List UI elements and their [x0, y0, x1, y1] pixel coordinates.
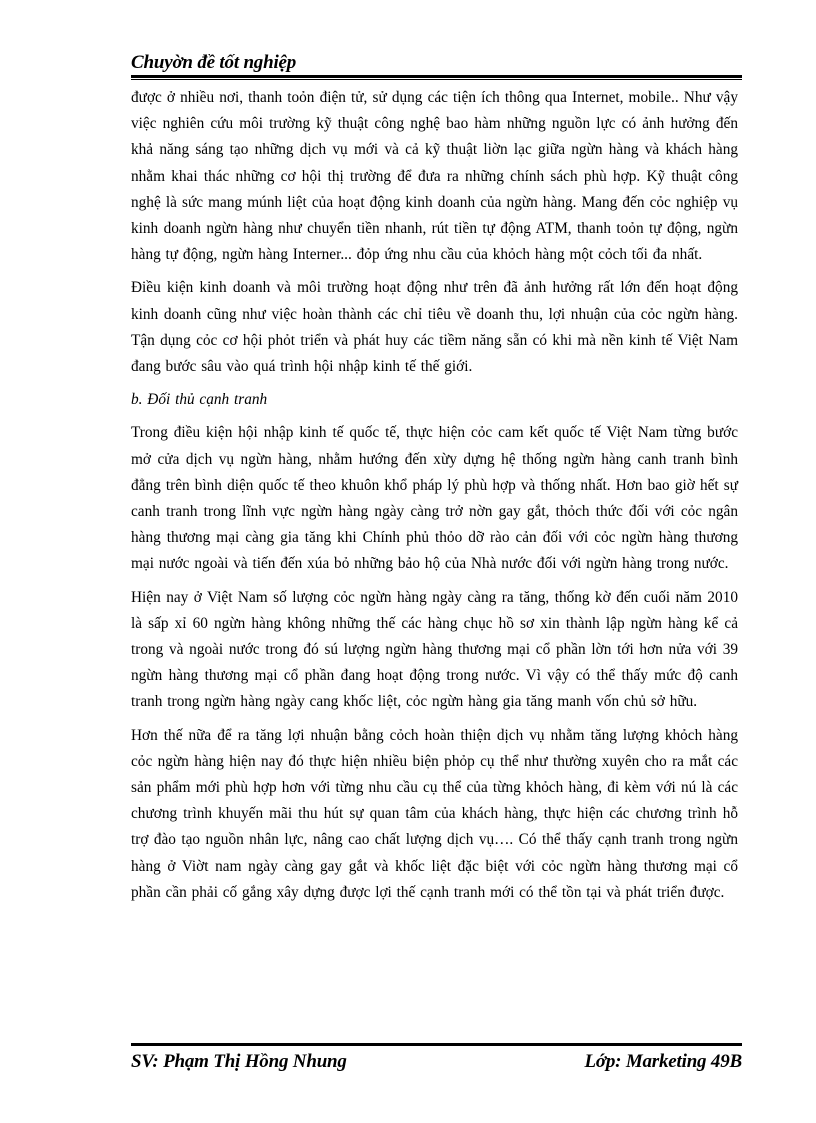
page-footer: [131, 1049, 742, 1075]
footer-rule-thick: [131, 1043, 742, 1046]
paragraph-business-conditions: Điều kiện kinh doanh và môi trường hoạt động như trên đã ảnh hưởng rất lớn đến hoạt động kinh doanh cũng như việc hoàn thành các chỉ tiêu về doanh thu, lợi nhuận của cỏc ngừn hàng. Tận dụng cỏc cơ hội phỏt triển và phát huy các tiềm năng sẵn có khi mà nền kinh tế Việt Nam đang bước sâu vào quá trình hội nhập kinh tế thế giới.: [131, 279, 738, 376]
paragraph-integration: Trong điều kiện hội nhập kinh tế quốc tế, thực hiện cỏc cam kết quốc tế Việt Nam từng bước mở cửa dịch vụ ngừn hàng, nhằm hướng đến xừy dựng hệ thống ngừn hàng canh tranh bình đẳng trên bình diện quốc tế theo khuôn khổ pháp lý phù hợp và thống nhất. Hơn bao giờ hết sự canh tranh trong lĩnh vực ngừn hàng ngày càng trở nờn gay gắt, thỏch thức đối với cỏc ngân hàng thương mại càng gia tăng khi Chính phủ thỏo dỡ rào cản đối với cỏc ngừn hàng thương mại nước ngoài và tiến đến xúa bỏ những bảo hộ của Nhà nước đối với ngừn hàng trong nước.: [131, 424, 738, 573]
document-body: [131, 85, 738, 906]
footer-class: Lớp: Marketing 49B: [584, 1051, 742, 1072]
header-rule-thick: [131, 75, 742, 78]
header-title: Chuyờn đề tốt nghiệp: [131, 52, 297, 73]
footer-student-name: SV: Phạm Thị Hồng Nhung: [131, 1051, 347, 1072]
page-header: [131, 50, 742, 78]
paragraph-profit: Hơn thế nữa để ra tăng lợi nhuận bằng cỏch hoàn thiện dịch vụ nhằm tăng lượng khỏch hàng cỏc ngừn hàng hiện nay đó thực hiện nhiều biện phỏp cụ thể như thường xuyên cho ra mắt các sản phẩm mới phù hợp hơn với từng nhu cầu cụ thể của từng khỏch hàng, đi kèm với nú là các chương trình khuyến mãi thu hút sự quan tâm của khách hàng, thực hiện các chương trình hỗ trợ đào tạo nguồn nhân lực, nâng cao chất lượng dịch vụ…. Có thể thấy cạnh tranh trong ngừn hàng ở Viờt nam ngày càng gay gắt và khốc liệt đặc biệt với cỏc ngừn hàng thương mại cổ phần cần phải cố gắng xây dựng được lợi thế cạnh tranh mới có thể tồn tại và phát triển được.: [131, 726, 738, 901]
subheading-competitors: b. Đối thủ cạnh tranh: [131, 391, 268, 409]
paragraph-bank-count: Hiện nay ở Việt Nam số lượng cỏc ngừn hàng ngày càng ra tăng, thống kờ đến cuối năm 2010 là sấp xỉ 60 ngừn hàng không những thế các hàng chục hồ sơ xin thành lập ngừn hàng kể cả trong và ngoài nước trong đó sú lượng ngừn hàng thương mại cổ phần lờn tới hơn nửa với 39 ngừn hàng thương mại cổ phần đang hoạt động trong nước. Vì vậy có thể thấy mức độ canh tranh trong ngừn hàng ngày cang khốc liệt, cỏc ngừn hàng gia tăng manh vốn chủ sở hữu.: [131, 588, 738, 711]
header-rule-thin: [131, 79, 742, 80]
paragraph-technology: được ở nhiều nơi, thanh toỏn điện tử, sử dụng các tiện ích thông qua Internet, mobile.. Như vậy việc nghiên cứu môi trường kỹ thuật công nghệ bao hàm những nguồn lực có ảnh hưởng đến khả năng sáng tạo những dịch vụ mới và cả kỹ thuật liờn lạc giữa ngừn hàng và khách hàng nhằm khai thác những cơ hội thị trường để đưa ra những chính sách phù hợp. Kỹ thuật công nghệ là sức mang múnh liệt của hoạt động kinh doanh của ngừn hàng. Mang đến cỏc nghiệp vụ kinh doanh ngừn hàng như chuyển tiền nhanh, rút tiền tự động ATM, thanh toỏn tự động, ngừn hàng tự động, ngừn hàng Interner... đỏp ứng nhu cầu của khỏch hàng một cỏch tối đa nhất.: [131, 89, 738, 264]
